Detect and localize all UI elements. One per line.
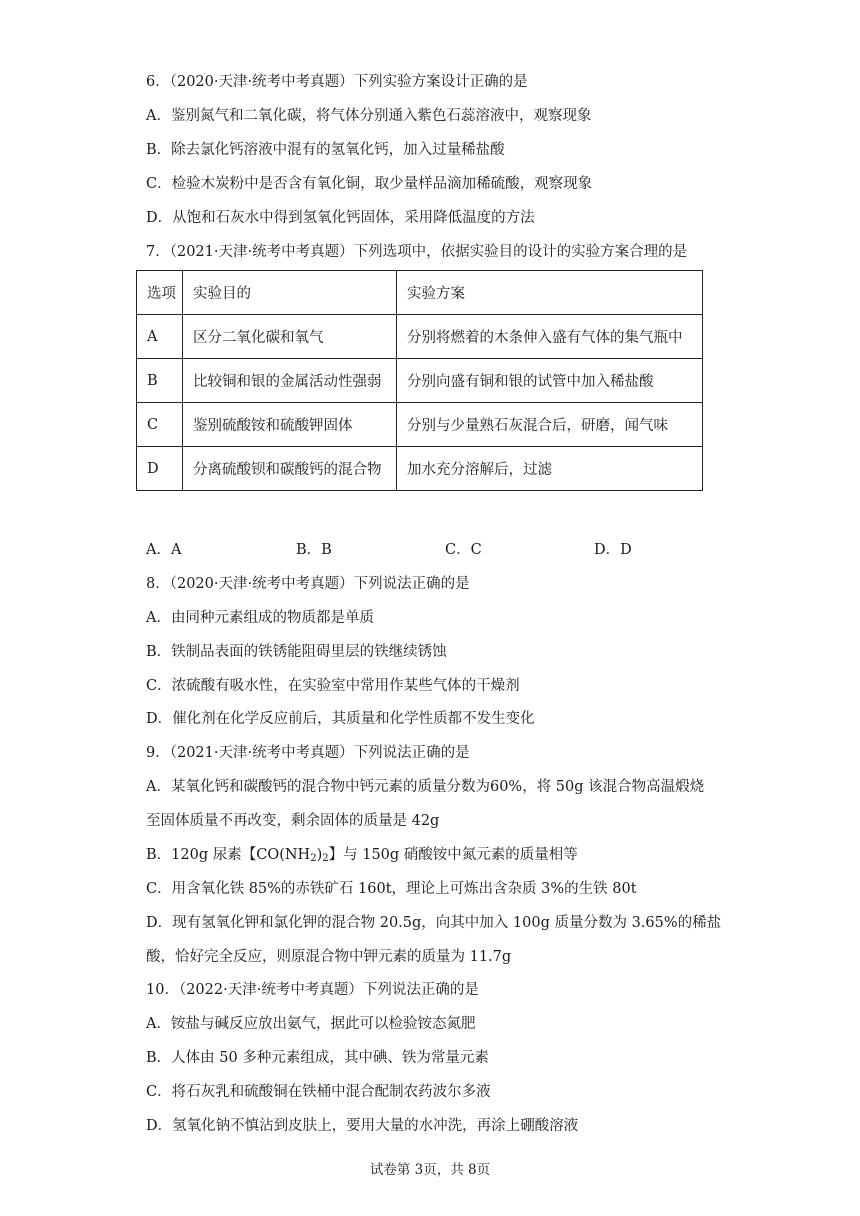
q10-option-d: D．氢氧化钠不慎沾到皮肤上，要用大量的水冲洗，再涂上硼酸溶液 [146,1118,579,1134]
q6-option-c: C．检验木炭粉中是否含有氧化铜，取少量样品滴加稀硫酸，观察现象 [146,176,593,192]
q9-option-b-mid: ) [316,847,323,863]
table-header-cell: 实验方案 [397,271,703,315]
table-header-cell: 实验目的 [183,271,397,315]
table-cell: A [137,315,183,359]
table-cell: 区分二氧化碳和氧气 [183,315,397,359]
q9-option-a-line1: A．某氧化钙和碳酸钙的混合物中钙元素的质量分数为60%，将 50g 该混合物高温煅烧 [146,779,705,795]
q8-option-d: D．催化剂在化学反应前后，其质量和化学性质都不发生变化 [146,711,535,727]
table-row [137,403,703,447]
q6-option-b: B．除去氯化钙溶液中混有的氢氧化钙，加入过量稀盐酸 [146,142,505,158]
q9-option-b-post: 】与 150g 硝酸铵中氮元素的质量相等 [328,847,578,863]
q8-option-c: C．浓硫酸有吸水性，在实验室中常用作某些气体的干燥剂 [146,678,520,694]
q9-option-d-line1: D．现有氢氧化钾和氯化钾的混合物 20.5g，向其中加入 100g 质量分数为 3.65%的稀盐 [146,915,722,931]
q9-option-b [146,845,578,869]
table-row [137,447,703,491]
q9-option-d-line2: 酸，恰好完全反应，则原混合物中钾元素的质量为 11.7g [146,949,512,965]
table-row [137,315,703,359]
q8-option-b: B．铁制品表面的铁锈能阻碍里层的铁继续锈蚀 [146,644,447,660]
q9-option-b-subscript: 2 [310,853,317,864]
table-cell: D [137,447,183,491]
q7-table [136,270,703,491]
table-row [137,359,703,403]
q9-stem: 9．（2021·天津·统考中考真题）下列说法正确的是 [146,745,470,761]
table-cell: 分离硫酸钡和碳酸钙的混合物 [183,447,397,491]
table-cell: B [137,359,183,403]
table-cell: 分别将燃着的木条伸入盛有气体的集气瓶中 [397,315,703,359]
q9-option-c: C．用含氧化铁 85%的赤铁矿石 160t，理论上可炼出含杂质 3%的生铁 80t [146,881,637,897]
q7-choice-c: C．C [445,542,482,558]
q7-stem: 7．（2021·天津·统考中考真题）下列选项中，依据实验目的设计的实验方案合理的是 [146,244,688,260]
table-cell: 加水充分溶解后，过滤 [397,447,703,491]
q8-option-a: A．由同种元素组成的物质都是单质 [146,610,374,626]
q10-option-c: C．将石灰乳和硫酸铜在铁桶中混合配制农药波尔多液 [146,1084,491,1100]
q10-option-b: B．人体由 50 多种元素组成，其中碘、铁为常量元素 [146,1050,489,1066]
table-cell: 鉴别硫酸铵和硫酸钾固体 [183,403,397,447]
q7-choice-b: B．B [296,542,332,558]
table-header-row [137,271,703,315]
q10-option-a: A．铵盐与碱反应放出氨气，据此可以检验铵态氮肥 [146,1016,476,1032]
table-cell: 比较铜和银的金属活动性强弱 [183,359,397,403]
q7-choice-d: D．D [594,542,632,558]
table-header-cell: 选项 [137,271,183,315]
table-cell: 分别向盛有铜和银的试管中加入稀盐酸 [397,359,703,403]
table-cell: C [137,403,183,447]
q7-choice-a: A．A [146,542,182,558]
q8-stem: 8．（2020·天津·统考中考真题）下列说法正确的是 [146,576,470,592]
page-footer: 试卷第 3页，共 8页 [369,1162,491,1178]
q6-option-a: A．鉴别氮气和二氧化碳，将气体分别通入紫色石蕊溶液中，观察现象 [146,108,592,124]
q9-option-a-line2: 至固体质量不再改变，剩余固体的质量是 42g [146,813,440,829]
q6-stem: 6．（2020·天津·统考中考真题）下列实验方案设计正确的是 [146,74,528,90]
q9-option-b-subscript-2: 2 [322,853,329,864]
table-cell: 分别与少量熟石灰混合后，研磨，闻气味 [397,403,703,447]
q6-option-d: D．从饱和石灰水中得到氢氧化钙固体，采用降低温度的方法 [146,210,535,226]
q10-stem: 10．（2022·天津·统考中考真题）下列说法正确的是 [146,982,479,998]
q9-option-b-pre: B．120g 尿素【CO(NH [146,847,311,863]
